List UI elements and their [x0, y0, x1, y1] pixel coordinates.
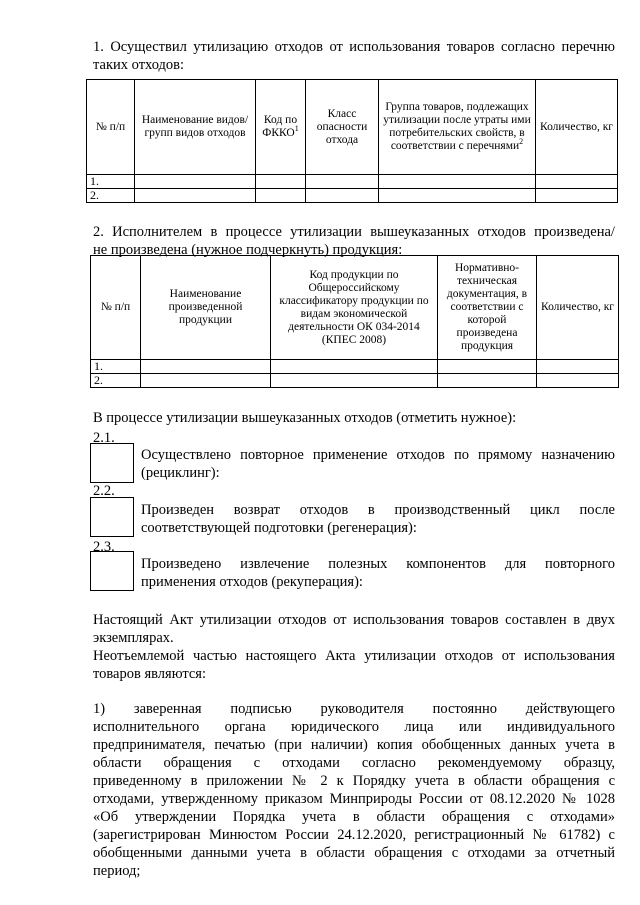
products-table: [90, 255, 619, 388]
section2-line2: не произведена (нужное подчеркнуть) продукция:: [93, 242, 403, 258]
row-number: 1.: [87, 175, 135, 189]
header-goods-group: Группа товаров, подлежащих утилизации после утраты ими потребительских свойств, в соответствии с перечнями$^2$: [379, 80, 536, 175]
section2-line1: 2. Исполнителем в процессе утилизации вышеуказанных отходов произведена/: [93, 224, 615, 240]
header-product-name: Наименование произведенной продукции: [141, 256, 271, 360]
header-quantity: Количество, кг: [537, 256, 619, 360]
products-table-header: [91, 256, 619, 360]
item-2-1-number: 2.1.: [93, 430, 115, 446]
header-fkko: Код по ФККО$^1$: [256, 80, 306, 175]
header-waste-name: Наименование видов/групп видов отходов: [135, 80, 256, 175]
table-row: [91, 360, 619, 374]
waste-table: [86, 79, 618, 203]
section1-line2: таких отходов:: [93, 57, 185, 73]
item-2-3-text: Произведено извлечение полезных компонентов для повторного применения отходов (рекуперация):: [141, 556, 615, 590]
section3-intro: В процессе утилизации вышеуказанных отходов (отметить нужное):: [93, 410, 517, 426]
closing-paragraph: Настоящий Акт утилизации отходов от использования товаров составлен в двух экземплярах. Неотъемлемой частью настоящего Акта утилизации отходов от использования товаров являются:: [93, 612, 615, 682]
section1-line1: 1. Осуществил утилизацию отходов от использования товаров согласно перечню: [93, 39, 615, 55]
waste-table-header: [87, 80, 618, 175]
header-normative-doc: Нормативно-техническая документация, в соответствии с которой произведена продукция: [438, 256, 537, 360]
recuperation-checkbox[interactable]: [90, 551, 134, 591]
row-number: 2.: [87, 189, 135, 203]
header-num: № п/п: [91, 256, 141, 360]
header-quantity: Количество, кг: [536, 80, 618, 175]
regeneration-checkbox[interactable]: [90, 497, 134, 537]
item-2-2-number: 2.2.: [93, 483, 115, 499]
section1-heading: [93, 38, 615, 74]
table-row: [87, 175, 618, 189]
row-number: 1.: [91, 360, 141, 374]
item-2-3-number: 2.3.: [93, 539, 115, 555]
header-product-code: Код продукции по Общероссийскому классификатору продукции по видам экономической деятельности ОК 034-2014 (КПЕС 2008): [271, 256, 438, 360]
item-2-1-text: Осуществлено повторное применение отходов по прямому назначению (рециклинг):: [141, 447, 615, 481]
row-number: 2.: [91, 374, 141, 388]
table-row: [91, 374, 619, 388]
item-2-2-text: Произведен возврат отходов в производственный цикл после соответствующей подготовки (регенерация):: [141, 502, 615, 536]
header-num: № п/п: [87, 80, 135, 175]
header-hazard-class: Класс опасности отхода: [306, 80, 379, 175]
table-row: [87, 189, 618, 203]
section2-heading: [93, 223, 615, 259]
recycling-checkbox[interactable]: [90, 443, 134, 483]
attachment-item-1: 1) заверенная подписью руководителя постоянно действующего исполнительного органа юридического лица или индивидуального предпринимателя, печатью (при наличии) копия обобщенных данных учета в области обращения с отходами согласно рекомендуемому образцу, приведенному в приложении № 2 к Порядку учета в области обращения с отходами, утвержденному приказом Минприроды России от 08.12.2020 № 1028 «Об утверждении Порядка учета в области обращения с отходами» (зарегистрирован Минюстом России 24.12.2020, регистрационный № 61782) с обобщенными данными учета в области обращения с отходами за отчетный период;: [93, 701, 615, 879]
